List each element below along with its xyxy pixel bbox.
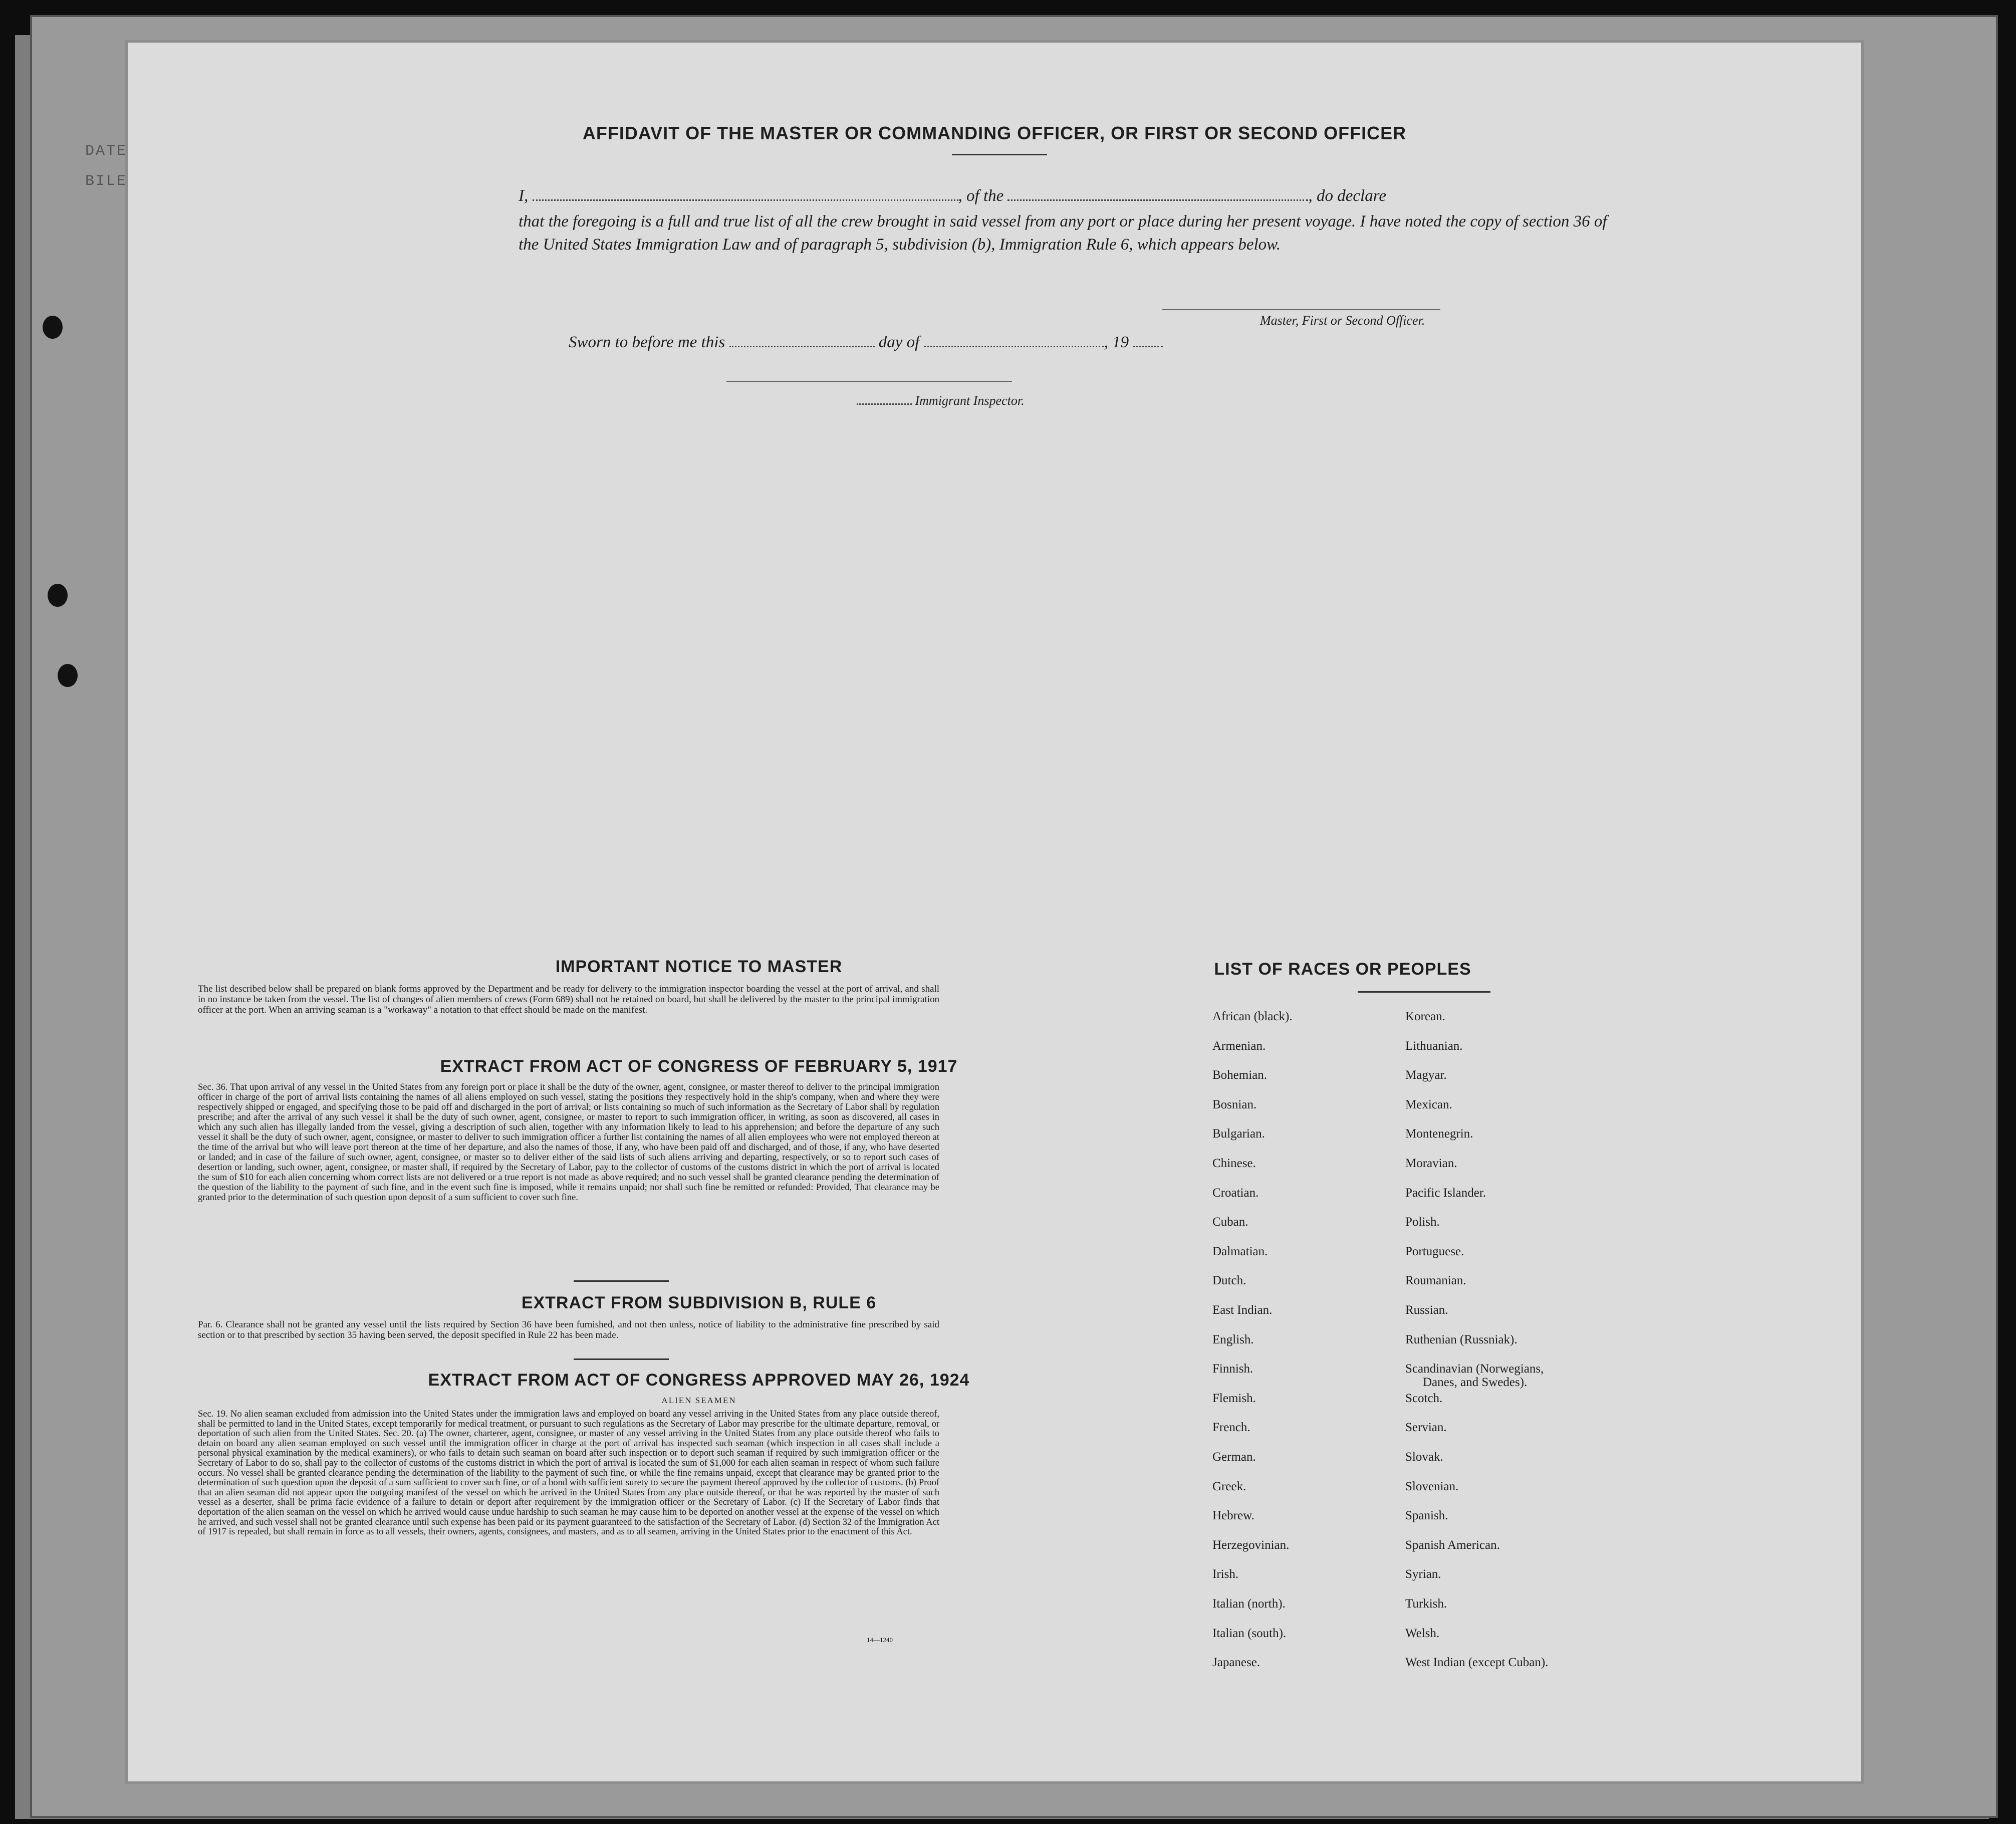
race-item: Herzegovinian. (1212, 1538, 1290, 1552)
inspector-dots (857, 396, 912, 405)
race-item: Scotch. (1405, 1391, 1443, 1405)
race-item: Cuban. (1212, 1215, 1248, 1229)
sworn-line (569, 333, 1163, 352)
vessel-blank[interactable] (1007, 188, 1308, 201)
extract-1924-text: Sec. 19. No alien seaman excluded from admission into the United States under the immigration laws and employed on board any vessel arriving in the United States from any place outside thereof, shall be permitted to land in the United States, except temporarily for medical treatment, or pursuant to such regulations as the Secretary of Labor may prescribe for the ultimate departure, removal, or deportation of such alien from the United States. Sec. 20. (a) The owner, charterer, agent, consignee, or master of any vessel arriving in the United States from any place outside thereof who fails to detain on board any alien seaman employed on such vessel until the immigration officer in charge at the port of arrival has inspected such seaman (which inspection in all cases shall include a personal physical examination by the medical examiners), or who fails to detain such seaman on board after such inspection or to deport such seaman if required by such immigration officer or the Secretary of Labor to do so, shall pay to the collector of customs of the customs district in which the port of arrival is located the sum of $1,000 for each alien seaman in respect of whom such failure occurs. No vessel shall be granted clearance pending the determination of the liability to the payment of such fine, or while the fine remains unpaid, except that clearance may be granted prior to the determination of such question upon the deposit of a sum sufficient to cover such fine, or of a bond with sufficient surety to secure the payment thereof approved by the collector of customs. (b) Proof that an alien seaman did not appear upon the outgoing manifest of the vessel on which he arrived in the United States from any place outside thereof, or that he was reported by the master of such vessel as a deserter, shall be prima facie evidence of a failure to detain or deport after requirement by the immigration officer or the Secretary of Labor. (c) If the Secretary of Labor finds that deportation of the alien seaman on the vessel on which he arrived would cause undue hardship to such seaman he may cause him to be deported on another vessel at the expense of the vessel on which he arrived, and such vessel shall not be granted clearance until such expense has been paid or its payment guaranteed to the satisfaction of the Secretary of Labor. (d) Section 32 of the Immigration Act of 1917 is repealed, but shall remain in force as to all vessels, their owners, agents, consignees, and masters, and as to all seamen, arriving in the United States prior to the enactment of this Act. (198, 1409, 939, 1537)
race-item: African (black). (1212, 1010, 1293, 1023)
race-item: Flemish. (1212, 1391, 1256, 1405)
race-item: Syrian. (1405, 1567, 1441, 1581)
race-item: Slovak. (1405, 1450, 1443, 1464)
declaration-of-the: , of the (958, 187, 1004, 205)
sworn-day-blank[interactable] (729, 335, 875, 347)
race-item: Slovenian. (1405, 1479, 1459, 1493)
race-item: Irish. (1212, 1567, 1239, 1581)
section-divider (574, 1280, 669, 1282)
margin-text-bile: BILE (85, 173, 128, 190)
race-item: Dalmatian. (1212, 1244, 1268, 1258)
race-item: Armenian. (1212, 1039, 1266, 1053)
race-item: East Indian. (1212, 1303, 1273, 1317)
notice-text: The list described below shall be prepared on blank forms approved by the Department and be ready for delivery to the immigration inspector boarding the vessel at the port of arrival, and shall in no instance be taken from the vessel. The list of changes of alien members of crews (Form 689) shall not be retained on board, but shall be delivered by the master to the principal immigration officer at the port. When an arriving seaman is a "workaway" a notation to that effect should be made on the manifest. (198, 984, 939, 1015)
form-number: 14—1240 (867, 1636, 893, 1644)
extract-1917-text: Sec. 36. That upon arrival of any vessel in the United States from any foreign port or place it shall be the duty of the owner, agent, consignee, or master thereof to deliver to the principal immigration officer in charge of the port of arrival lists containing the names of all aliens employed on such vessel, stating the positions they respectively hold in the ship's company, when and where they were respectively shipped or engaged, and specifying those to be paid off and discharged in the port of arrival; or lists containing so much of such information as the Secretary of Labor shall by regulation prescribe; and after the arrival of any such vessel it shall be the duty of such owner, agent, consignee, or master to report to such immigration officer, in writing, as soon as discovered, all cases in which any such alien has illegally landed from the vessel, giving a description of such alien, together with any information likely to lead to his apprehension; and before the departure of any such vessel it shall be the duty of such owner, agent, consignee, or master to deliver to such immigration officer a further list containing the names of all alien employees who were not employed thereon at the time of the arrival but who will leave port thereon at the time of her departure, and also the names of those, if any, who have been paid off and discharged, and of those, if any, who have deserted or landed; and in case of the failure of such owner, agent, consignee, or master so to deliver either of the said lists of such aliens arriving and departing, respectively, or so to report such cases of desertion or landing, such owner, agent, consignee, or master shall, if required by the Secretary of Labor, pay to the collector of customs of the customs district in which the port of arrival is located the sum of $10 for each alien concerning whom correct lists are not delivered or a true report is not made as above required; and no such vessel shall be granted clearance pending the determination of the question of the liability to the payment of such fine, and in the event such fine is imposed, while it remains unpaid; nor shall such fine be remitted or refunded: Provided, That clearance may be granted prior to the determination of such question upon deposit of a sum sufficient to cover such fine. (198, 1082, 939, 1203)
master-signature-label: Master, First or Second Officer. (1260, 313, 1425, 328)
extract-rule6-title: EXTRACT FROM SUBDIVISION B, RULE 6 (521, 1293, 877, 1312)
inspector-label (857, 393, 1025, 408)
race-item: Portuguese. (1405, 1244, 1464, 1258)
race-item: West Indian (except Cuban). (1405, 1656, 1549, 1670)
race-item: Lithuanian. (1405, 1039, 1463, 1053)
race-item: Scandinavian (Norwegians, (1405, 1362, 1544, 1376)
year-label: , 19 (1104, 333, 1129, 351)
race-item: Ruthenian (Russniak). (1405, 1332, 1518, 1346)
race-item: Spanish American. (1405, 1538, 1500, 1552)
sworn-month-blank[interactable] (924, 335, 1104, 347)
declaration-i: I, (519, 187, 529, 205)
affidavit-title: AFFIDAVIT OF THE MASTER OR COMMANDING OFFICER, OR FIRST OR SECOND OFFICER (582, 123, 1407, 143)
race-item: Spanish. (1405, 1509, 1448, 1523)
margin-text-date: DATE (85, 143, 128, 160)
race-item: Italian (north). (1212, 1597, 1286, 1611)
race-item: Japanese. (1212, 1656, 1261, 1670)
name-blank[interactable] (533, 188, 958, 201)
race-item: Bosnian. (1212, 1097, 1257, 1111)
section-divider (574, 1358, 669, 1360)
race-item: Italian (south). (1212, 1626, 1287, 1640)
race-item: Montenegrin. (1405, 1127, 1473, 1141)
race-item: Roumanian. (1405, 1274, 1466, 1288)
race-item: Croatian. (1212, 1186, 1259, 1200)
race-item: Welsh. (1405, 1626, 1440, 1640)
binder-hole (43, 316, 63, 339)
race-item: Bohemian. (1212, 1068, 1268, 1082)
race-item: Polish. (1405, 1215, 1440, 1229)
inspector-label-text: Immigrant Inspector. (915, 393, 1025, 408)
race-item: Finnish. (1212, 1362, 1253, 1376)
extract-1917-title: EXTRACT FROM ACT OF CONGRESS OF FEBRUARY 5, 1917 (440, 1057, 958, 1076)
races-title: LIST OF RACES OR PEOPLES (1214, 960, 1471, 979)
extract-1924-title: EXTRACT FROM ACT OF CONGRESS APPROVED MAY 26, 1924 (428, 1371, 970, 1390)
sworn-year-blank[interactable] (1133, 335, 1163, 347)
sworn-label: Sworn to before me this (569, 333, 725, 351)
race-item: Chinese. (1212, 1157, 1256, 1170)
race-item: Bulgarian. (1212, 1127, 1265, 1141)
race-item: English. (1212, 1332, 1254, 1346)
declaration-line (519, 187, 1386, 205)
extract-rule6-text: Par. 6. Clearance shall not be granted any vessel until the lists required by Section 36 have been furnished, and not then unless, notice of liability to the administrative fine prescribed by said section or to that prescribed by section 35 having been served, the deposit specified in Rule 22 has been made. (198, 1319, 939, 1340)
affidavit-page (128, 43, 1861, 1781)
notice-title: IMPORTANT NOTICE TO MASTER (555, 957, 843, 976)
title-divider (952, 154, 1047, 155)
race-item: Greek. (1212, 1479, 1246, 1493)
race-item: Russian. (1405, 1303, 1448, 1317)
declaration-body: that the foregoing is a full and true list of all the crew brought in said vessel from any port or place during her present voyage. I have noted the copy of section 36 of the United States Immigration Law and of paragraph 5, subdivision (b), Immigration Rule 6, which appears below. (519, 212, 1607, 254)
race-item: Danes, and Swedes). (1423, 1376, 1528, 1390)
declaration-declare: , do declare (1308, 187, 1386, 205)
day-of-label: day of (878, 333, 920, 351)
binder-hole (58, 664, 78, 687)
extract-1924-subtitle: ALIEN SEAMEN (661, 1396, 736, 1405)
race-item: Pacific Islander. (1405, 1186, 1486, 1200)
race-item: Moravian. (1405, 1157, 1457, 1170)
race-item: Korean. (1405, 1010, 1445, 1023)
race-item: Dutch. (1212, 1274, 1246, 1288)
race-item: Hebrew. (1212, 1509, 1254, 1523)
master-signature-line[interactable] (1162, 309, 1440, 310)
races-divider (1358, 991, 1490, 993)
inspector-signature-line[interactable] (726, 381, 1012, 382)
race-item: Servian. (1405, 1421, 1447, 1435)
race-item: Mexican. (1405, 1097, 1452, 1111)
race-item: Turkish. (1405, 1597, 1447, 1611)
race-item: German. (1212, 1450, 1256, 1464)
race-item: Magyar. (1405, 1068, 1447, 1082)
binder-hole (48, 584, 68, 607)
race-item: French. (1212, 1421, 1250, 1435)
